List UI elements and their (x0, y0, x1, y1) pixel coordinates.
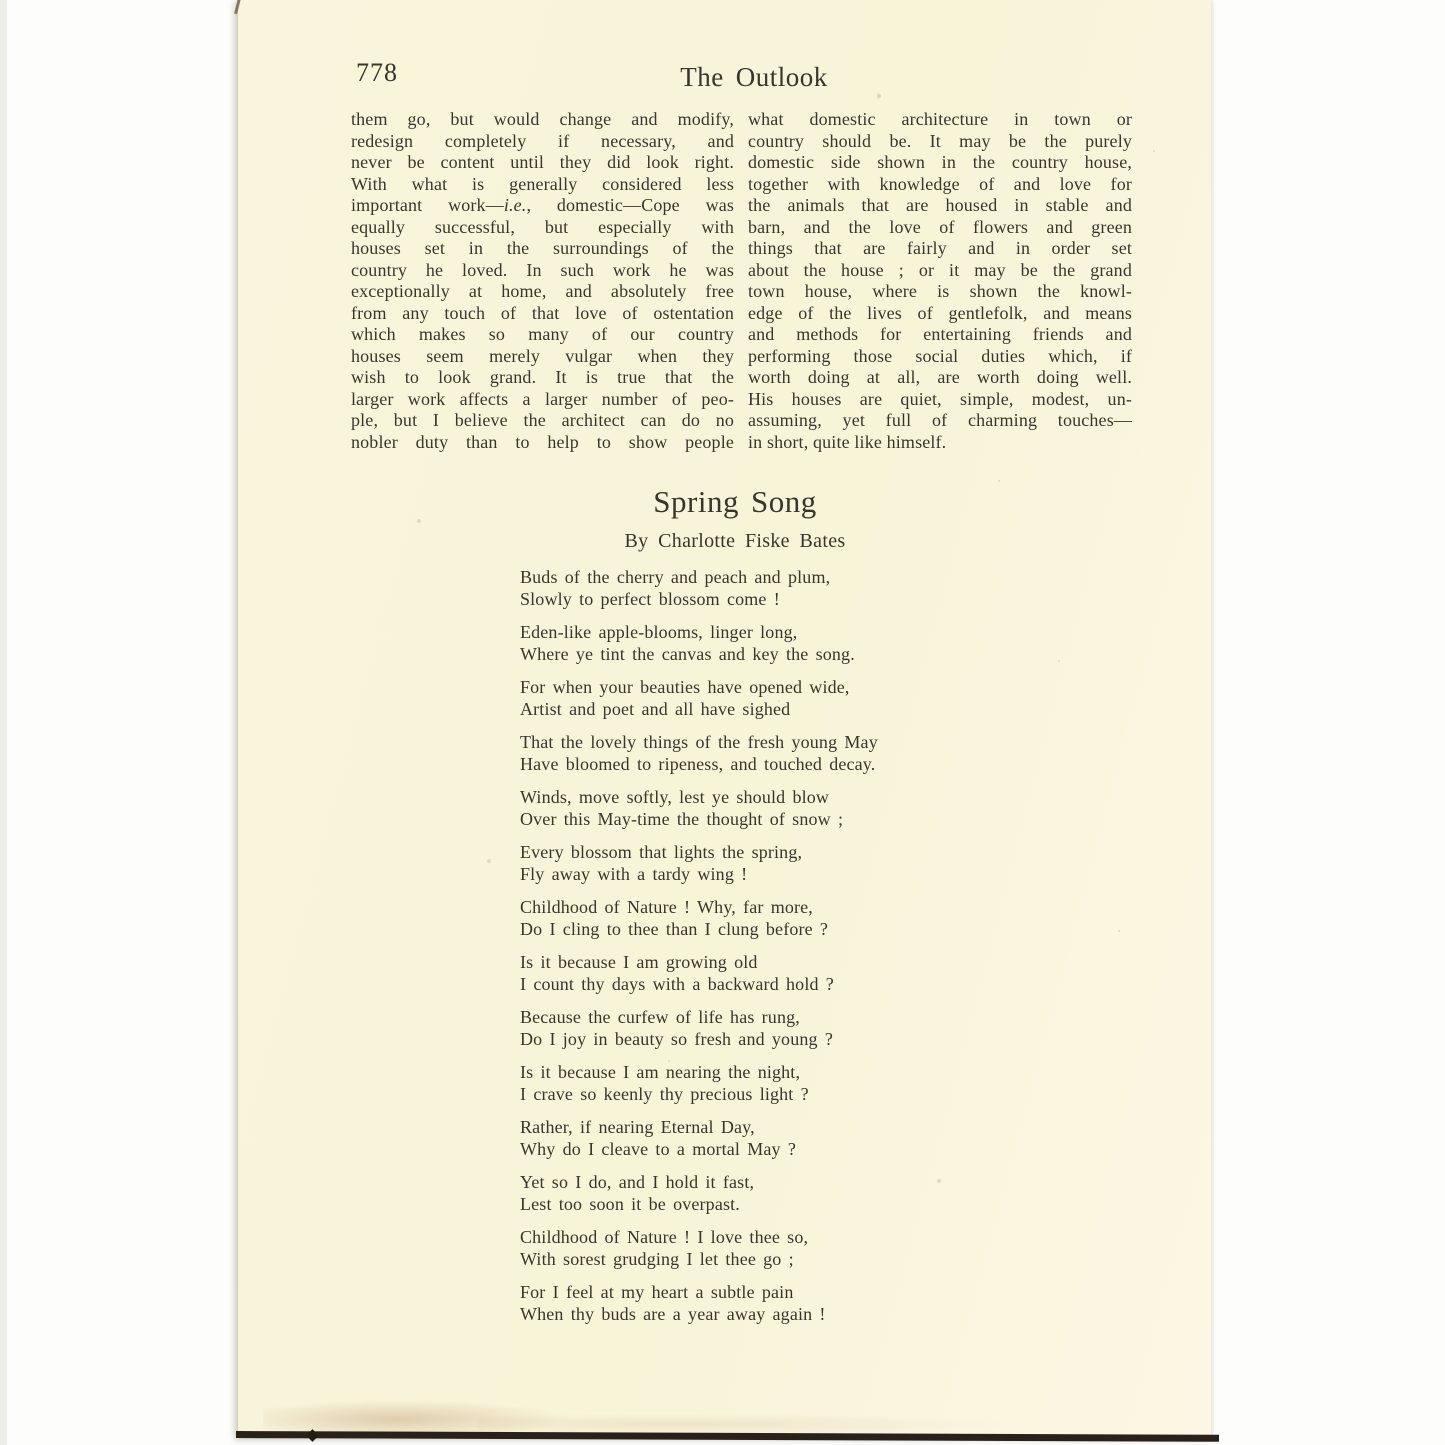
text-line: exceptionally at home, and absolutely free (351, 281, 734, 301)
text-line: town house, where is shown the knowl- (748, 281, 1132, 301)
poem-line: When thy buds are a year away again ! (520, 1304, 826, 1324)
text-line: together with knowledge of and love for (748, 173, 1132, 194)
poem-line: Why do I cleave to a mortal May ? (520, 1139, 797, 1159)
text-line: wish to look grand. It is true that the (351, 367, 734, 387)
text-line: country should be. It may be the purely (748, 130, 1132, 151)
page-corner-flaw (234, 0, 241, 14)
text-segment: important work— (351, 195, 504, 215)
text-line: houses seem merely vulgar when they (351, 345, 734, 366)
poem-stanza (520, 841, 878, 885)
poem-line: Rather, if nearing Eternal Day, (520, 1117, 755, 1137)
text-line: in short, quite like himself. (748, 431, 947, 452)
text-line: equally successful, but especially with (351, 216, 734, 237)
poem-line: Have bloomed to ripeness, and touched decay. (520, 754, 876, 774)
article-left-column (351, 109, 734, 453)
text-line: never be content until they did look right. (351, 152, 734, 172)
text-line: His houses are quiet, simple, modest, un- (748, 388, 1132, 409)
text-line: assuming, yet full of charming touches— (748, 410, 1132, 430)
poem-line: Do I cling to thee than I clung before ? (520, 919, 829, 939)
poem-line: I count thy days with a backward hold ? (520, 974, 834, 994)
text-line: larger work affects a larger number of peo- (351, 388, 734, 409)
poem-stanza (520, 1281, 878, 1325)
poem-line: Slowly to perfect blossom come ! (520, 589, 780, 609)
poem-line: For when your beauties have opened wide, (520, 677, 850, 697)
text-line: what domestic architecture in town or (748, 109, 1132, 129)
poem-line: Artist and poet and all have sighed (520, 699, 791, 719)
text-line: about the house ; or it may be the grand (748, 259, 1132, 280)
poem-line: Because the curfew of life has rung, (520, 1007, 800, 1027)
poem-line: Yet so I do, and I hold it fast, (520, 1172, 755, 1192)
poem-line: Is it because I am growing old (520, 952, 758, 972)
poem-line: Childhood of Nature ! I love thee so, (520, 1227, 809, 1247)
poem-stanza (520, 786, 878, 830)
text-line: houses set in the surroundings of the (351, 238, 734, 258)
poem-line: With sorest grudging I let thee go ; (520, 1249, 794, 1269)
poem-line: Buds of the cherry and peach and plum, (520, 567, 831, 587)
text-line: the animals that are housed in stable and (748, 195, 1132, 215)
poem-body (520, 566, 878, 1336)
text-line: and methods for entertaining friends and (748, 324, 1132, 344)
poem-stanza (520, 896, 878, 940)
page-bottom-edge (236, 1431, 1219, 1442)
text-line: redesign completely if necessary, and (351, 130, 734, 151)
text-line: worth doing at all, are worth doing well. (748, 367, 1132, 387)
text-line: ple, but I believe the architect can do no (351, 410, 734, 430)
poem-line: Every blossom that lights the spring, (520, 842, 803, 862)
poem-stanza (520, 1171, 878, 1215)
scanned-page (237, 0, 1211, 1438)
text-line: performing those social duties which, if (748, 345, 1132, 366)
poem-line: Is it because I am nearing the night, (520, 1062, 801, 1082)
text-line: which makes so many of our country (351, 324, 734, 344)
text-line: With what is generally considered less (351, 173, 734, 194)
poem-line: Over this May-time the thought of snow ; (520, 809, 844, 829)
poem-stanza (520, 1061, 878, 1105)
poem-stanza (520, 1116, 878, 1160)
text-line: edge of the lives of gentlefolk, and means (748, 302, 1132, 323)
poem-line: I crave so keenly thy precious light ? (520, 1084, 809, 1104)
poem-byline: By Charlotte Fiske Bates (624, 530, 846, 552)
text-line: domestic side shown in the country house, (748, 152, 1132, 172)
poem-line: Eden-like apple-blooms, linger long, (520, 622, 798, 642)
poem-stanza (520, 951, 878, 995)
poem-line: Do I joy in beauty so fresh and young ? (520, 1029, 833, 1049)
text-line (351, 195, 734, 217)
text-segment: , domestic—Cope was (526, 195, 735, 215)
poem-line: Fly away with a tardy wing ! (520, 864, 748, 884)
poem-stanza (520, 1006, 878, 1050)
poem-line: That the lovely things of the fresh young May (520, 732, 878, 752)
text-line: them go, but would change and modify, (351, 109, 734, 129)
poem-line: For I feel at my heart a subtle pain (520, 1282, 794, 1302)
poem-stanza (520, 566, 878, 610)
poem-stanza (520, 731, 878, 775)
scanner-bed-strip (0, 0, 7, 1445)
italic-text: i.e. (503, 195, 527, 215)
poem-stanza (520, 676, 878, 720)
poem-line: Lest too soon it be overpast. (520, 1194, 740, 1214)
page-number: 778 (356, 58, 398, 87)
text-line: nobler duty than to help to show people (351, 431, 734, 452)
journal-title: The Outlook (680, 62, 828, 92)
text-line: from any touch of that love of ostentation (351, 302, 734, 323)
poem-line: Where ye tint the canvas and key the song. (520, 644, 855, 664)
poem-stanza (520, 1226, 878, 1270)
paper-stain-light (478, 1414, 998, 1434)
text-line: barn, and the love of flowers and green (748, 216, 1132, 237)
poem-title: Spring Song (653, 484, 817, 519)
poem-line: Winds, move softly, lest ye should blow (520, 787, 830, 807)
poem-line: Childhood of Nature ! Why, far more, (520, 897, 813, 917)
text-line: country he loved. In such work he was (351, 259, 734, 280)
poem-stanza (520, 621, 878, 665)
text-line: things that are fairly and in order set (748, 238, 1132, 258)
article-right-column (748, 109, 1132, 453)
